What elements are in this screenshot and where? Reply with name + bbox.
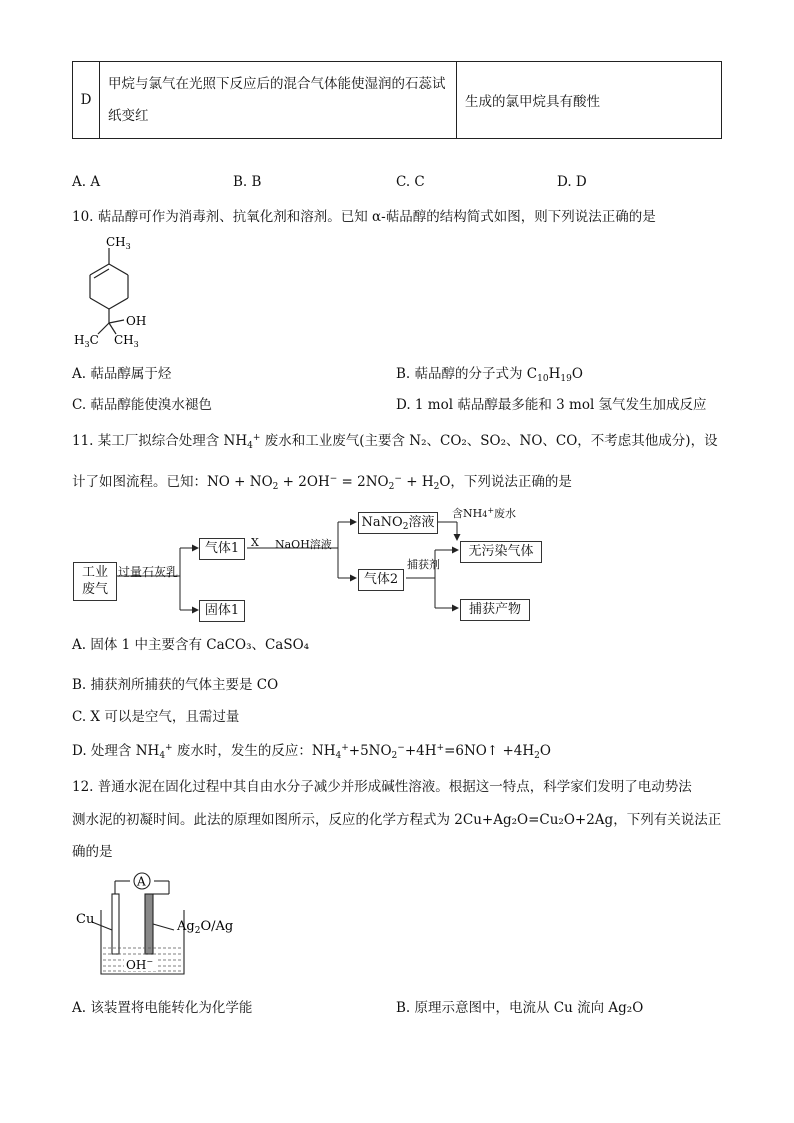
cement-cell-diagram — [74, 868, 244, 980]
q10-option-a[interactable]: A. 萜品醇属于烃 — [72, 366, 172, 382]
h3c-label: $H_3C$ — [74, 333, 99, 349]
q12-stem-line1: 12. 普通水泥在固化过程中其自由水分子减少并形成碱性溶液。根据这一特点，科学家们发明了电动势法 — [72, 779, 692, 795]
nh4-wastewater-label: 含NH4+废水 — [452, 506, 517, 520]
q9-option-a[interactable]: A. A — [72, 174, 101, 190]
q9-option-b[interactable]: B. B — [233, 174, 262, 190]
ag2o-label: $Ag_2O/Ag$ — [177, 919, 234, 936]
q11-stem-line1: 11. 某工厂拟综合处理含 $NH_4^+$ 废水和工业废气(主要含 N₂、CO₂、SO₂、NO、CO，不考虑其他成分)，设 — [72, 433, 718, 451]
q9-option-c[interactable]: C. C — [396, 174, 425, 190]
q10-option-c[interactable]: C. 萜品醇能使溴水褪色 — [72, 397, 212, 413]
q10-stem: 10. 萜品醇可作为消毒剂、抗氧化剂和溶剂。已知 α-萜品醇的结构简式如图，则下列说法正确的是 — [72, 209, 656, 225]
ch3-top-label: $CH_3$ — [106, 235, 131, 251]
conclusion-cell: 生成的氯甲烷具有酸性 — [457, 62, 722, 139]
lime-label: 过量石灰乳 — [118, 565, 179, 579]
q10-option-d[interactable]: D. 1 mol 萜品醇最多能和 3 mol 氢气发生加成反应 — [396, 397, 707, 413]
ch3-right-label: $CH_3$ — [114, 333, 139, 349]
solid1-box: 固体1 — [199, 600, 245, 622]
oh-ion-label: OH− — [126, 957, 154, 972]
table-row — [73, 62, 722, 139]
clean-gas-box: 无污染气体 — [460, 541, 542, 563]
q10-option-b[interactable]: B. 萜品醇的分子式为 $C_{10}H_{19}O$ — [396, 366, 583, 384]
answer-table — [72, 61, 722, 139]
oh-label: OH — [126, 314, 147, 328]
gas1-box: 气体1 — [199, 538, 245, 560]
q11-option-b[interactable]: B. 捕获剂所捕获的气体主要是 CO — [72, 677, 279, 693]
gas2-box: 气体2 — [358, 569, 404, 591]
naoh-label: NaOH溶液 — [275, 538, 332, 551]
capture-agent-label: 捕获剂 — [407, 558, 440, 571]
ammeter-label: A — [137, 874, 146, 889]
waste-gas-box: 工业 废气 — [73, 562, 117, 601]
q12-option-a[interactable]: A. 该装置将电能转化为化学能 — [72, 1000, 253, 1016]
row-label: D — [73, 62, 100, 139]
x-label: X — [251, 536, 259, 549]
experiment-cell: 甲烷与氯气在光照下反应后的混合气体能使湿润的石蕊试纸变红 — [100, 62, 457, 139]
q9-option-d[interactable]: D. D — [557, 174, 587, 190]
terpineol-structure — [70, 228, 180, 350]
q11-option-d[interactable]: D. 处理含 $NH_4^+$ 废水时，发生的反应：$NH_4^++5NO_2^-+4H^+=6NO↑ +4H_2O$ — [72, 743, 551, 761]
capture-product-box: 捕获产物 — [460, 599, 530, 621]
nano2-box: NaNO$_2$溶液 — [358, 512, 438, 534]
q12-stem-line3: 确的是 — [72, 844, 113, 860]
q12-option-b[interactable]: B. 原理示意图中，电流从 Cu 流向 Ag₂O — [396, 1000, 644, 1016]
q11-stem-line2: 计了如图流程。已知：NO + $NO_2 + 2OH^- = 2NO_2^- + H_2O$，下列说法正确的是 — [72, 474, 572, 492]
q12-stem-line2: 测水泥的初凝时间。此法的原理如图所示，反应的化学方程式为 2Cu+Ag₂O=Cu₂O+2Ag，下列有关说法正 — [72, 812, 722, 828]
cu-label: Cu — [76, 912, 95, 927]
q11-option-c[interactable]: C. X 可以是空气，且需过量 — [72, 709, 240, 725]
q11-option-a[interactable]: A. 固体 1 中主要含有 CaCO₃、CaSO₄ — [72, 637, 310, 653]
